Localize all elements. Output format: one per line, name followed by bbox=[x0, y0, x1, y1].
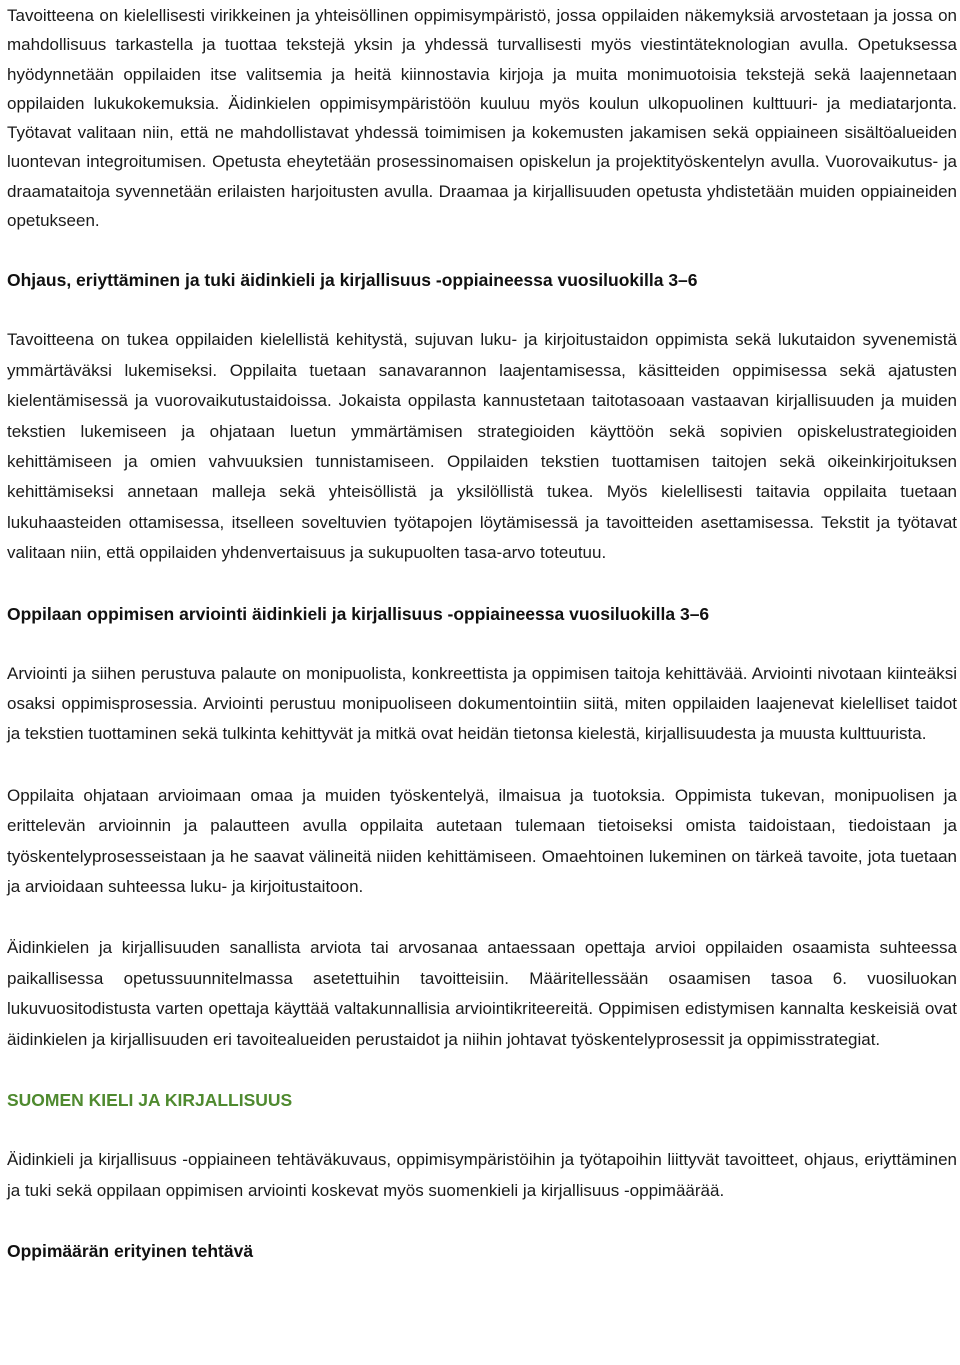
heading-syllabus-task: Oppimäärän erityinen tehtävä bbox=[7, 1240, 254, 1261]
paragraph-self-assessment: Oppilaita ohjataan arvioimaan omaa ja muiden työskentelyä, ilmaisua ja tuotoksia. Oppimista tukevan, monipuolisen ja erittelevän arvioinnin ja palautteen avulla oppilaita autetaan tulemaan tietoiseksi omista taidoistaan, tiedoistaan ja työskentelyprosesseistaan ja he saavat välineitä niiden kehittämiseen. Omaehtoinen lukeminen on tärkeä tavoite, jota tuetaan ja arvioidaan suhteessa luku- ja kirjoitustaitoon. bbox=[7, 785, 957, 897]
paragraph-syllabus-scope: Äidinkieli ja kirjallisuus -oppiaineen tehtäväkuvaus, oppimisympäristöihin ja työtapoihin liittyvät tavoitteet, ohjaus, eriyttäminen ja tuki sekä oppilaan oppimisen arviointi koskevat myös suomenkieli ja kirjallisuus -oppimäärää. bbox=[7, 1150, 957, 1200]
section-title-finnish-language: SUOMEN KIELI JA KIRJALLISUUS bbox=[7, 1090, 293, 1111]
paragraph-assessment-feedback: Arviointi ja siihen perustuva palaute on monipuolista, konkreettista ja oppimisen taitoja kehittävää. Arviointi nivotaan kiinteäksi osaksi oppimisprosessia. Arviointi perustuu monipuoliseen dokumentointiin siitä, miten oppilaiden laajenevat kielelliset taidot ja tekstien tuottaminen sekä tulkinta kehittyvät ja mitkä ovat heidän tietonsa kielestä, kirjallisuudesta ja muusta kulttuurista. bbox=[7, 663, 957, 744]
heading-guidance-support: Ohjaus, eriyttäminen ja tuki äidinkieli ja kirjallisuus -oppiaineessa vuosiluokilla 3–6 bbox=[7, 270, 698, 291]
paragraph-guidance-support: Tavoitteena on tukea oppilaiden kielellistä kehitystä, sujuvan luku- ja kirjoitustaidon oppimista sekä lukutaidon syvenemistä ymmärtäväksi lukemiseksi. Oppilaita tuetaan sanavarannon laajentamisessa, käsitteiden oppimisessa sekä ajatusten kielentämisessä ja vuorovaikutustaidoissa. Jokaista oppilasta kannustetaan taitotasoaan vastaavan kirjallisuuden ja muiden tekstien lukemiseen ja ohjataan luetun ymmärtämisen strategioiden käyttöön sekä sopivien opiskelustrategioiden kehittämiseen ja omien vahvuuksien tunnistamiseen. Oppilaiden tekstien tuottamisen taitojen sekä oikeinkirjoituksen kehittämiseksi annetaan malleja sekä yhteisöllistä ja yksilöllistä tukea. Myös kielellisesti taitavia oppilaita tuetaan lukuhaasteiden ottamisessa, itselleen soveltuvien työtapojen löytämisessä ja tavoitteiden asettamisessa. Tekstit ja työtavat valitaan niin, että oppilaiden yhdenvertaisuus ja sukupuolten tasa-arvo toteutuu. bbox=[7, 330, 957, 563]
paragraph-grading: Äidinkielen ja kirjallisuuden sanallista arviota tai arvosanaa antaessaan opettaja arvioi oppilaiden osaamista suhteessa paikallisessa opetussuunnitelmassa asetettuihin tavoitteisiin. Määritellessään osaamisen tasoa 6. vuosiluokan lukuvuositodistusta varten opettaja käyttää valtakunnallisia arviointikriteereitä. Oppimisen edistymisen kannalta keskeisiä ovat äidinkielen ja kirjallisuuden eri tavoitealueiden perustaidot ja niihin johtavat työskentelyprosessit ja oppimisstrategiat. bbox=[7, 938, 957, 1049]
paragraph-learning-environment: Tavoitteena on kielellisesti virikkeinen ja yhteisöllinen oppimisympäristö, jossa oppilaiden näkemyksiä arvostetaan ja jossa on mahdollisuus tarkastella ja tuottaa tekstejä yksin ja yhdessä turvallisesti myös viestintäteknologian avulla. Opetuksessa hyödynnetään oppilaiden itse valitsemia ja heitä kiinnostavia kirjoja ja muita monimuotoisia tekstejä sekä laajennetaan oppilaiden lukukokemuksia. Äidinkielen oppimisympäristöön kuuluu myös koulun ulkopuolinen kulttuuri- ja mediatarjonta. Työtavat valitaan niin, että ne mahdollistavat yhdessä toimimisen ja kokemusten jakamisen sekä oppiaineen sisältöalueiden luontevan integroitumisen. Opetusta eheytetään prosessinomaisen opiskelun ja projektityöskentelyn avulla. Vuorovaikutus- ja draamataitoja syvennetään erilaisten harjoitusten avulla. Draamaa ja kirjallisuuden opetusta yhdistetään muiden oppiaineiden opetukseen. bbox=[7, 6, 957, 231]
heading-assessment: Oppilaan oppimisen arviointi äidinkieli ja kirjallisuus -oppiaineessa vuosiluokilla 3–6 bbox=[7, 603, 710, 624]
document-page bbox=[7, 0, 957, 1266]
